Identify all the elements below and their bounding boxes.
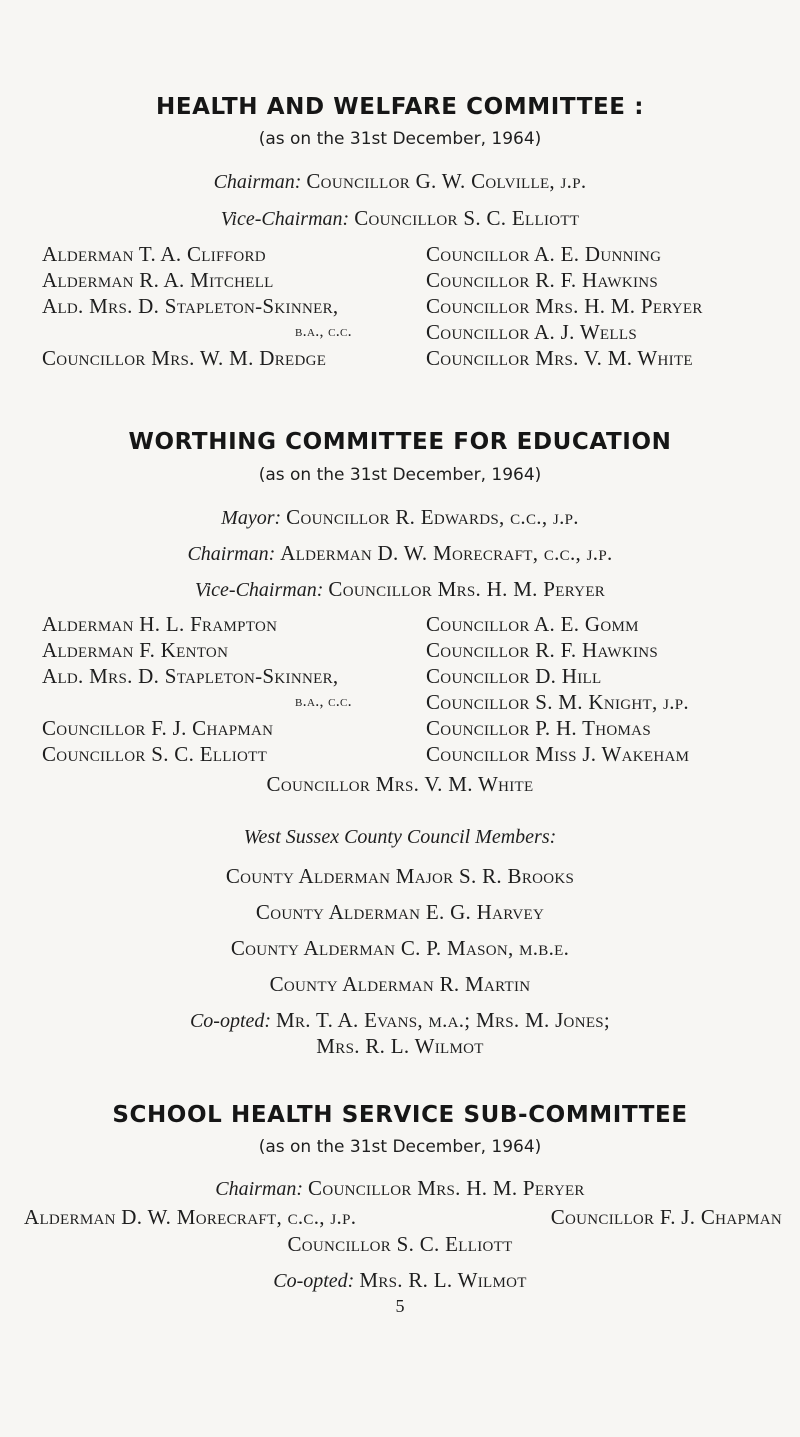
education-vice: Councillor Mrs. H. M. Peryer — [328, 577, 606, 601]
school-left-member: Alderman D. W. Morecraft, c.c., j.p. — [24, 1205, 357, 1229]
wsc-member: County Alderman R. Martin — [269, 972, 531, 996]
member: Councillor S. C. Elliott — [42, 742, 268, 766]
member: Councillor D. Hill — [426, 664, 602, 688]
member: Councillor S. M. Knight, j.p. — [426, 690, 689, 714]
wsc-member: County Alderman E. G. Harvey — [255, 900, 545, 924]
education-chairman-label: Chairman: — [187, 543, 276, 565]
health-date: (as on the 31st December, 1964) — [258, 129, 542, 149]
wsc-member: County Alderman Major S. R. Brooks — [225, 864, 575, 888]
education-mayor-label: Mayor: — [221, 507, 282, 529]
school-coopted-label: Co-opted: — [273, 1270, 355, 1292]
member: Alderman F. Kenton — [42, 638, 229, 662]
wsc-label: West Sussex County Council Members: — [243, 826, 557, 848]
member: Councillor R. F. Hawkins — [426, 638, 659, 662]
member-qualifications: b.a., c.c. — [295, 693, 352, 710]
member: Councillor F. J. Chapman — [42, 716, 274, 740]
member: Councillor A. E. Dunning — [426, 242, 662, 266]
health-vice: Councillor S. C. Elliott — [354, 206, 580, 230]
member: Alderman R. A. Mitchell — [42, 268, 274, 292]
education-left-column — [42, 611, 352, 767]
health-vice-line — [0, 206, 800, 231]
school-date: (as on the 31st December, 1964) — [258, 1137, 542, 1157]
member: Councillor Miss J. Wakeham — [426, 742, 690, 766]
member-qualifications: b.a., c.c. — [295, 323, 352, 340]
health-vice-label: Vice-Chairman: — [220, 208, 350, 230]
school-chairman-line — [0, 1176, 800, 1201]
page-number: 5 — [395, 1296, 405, 1316]
education-date: (as on the 31st December, 1964) — [258, 465, 542, 485]
education-right-column — [426, 611, 689, 767]
school-center-member: Councillor S. C. Elliott — [287, 1232, 513, 1256]
member: Alderman T. A. Clifford — [42, 242, 266, 266]
member: Councillor A. J. Wells — [426, 320, 637, 344]
school-chairman-label: Chairman: — [215, 1178, 304, 1200]
education-vice-label: Vice-Chairman: — [194, 579, 324, 601]
school-coopted-line — [0, 1268, 800, 1293]
education-coopted-2: Mrs. R. L. Wilmot — [316, 1034, 484, 1058]
member: Councillor A. E. Gomm — [426, 612, 639, 636]
health-title: HEALTH AND WELFARE COMMITTEE : — [155, 94, 645, 120]
member: Councillor Mrs. H. M. Peryer — [426, 294, 703, 318]
health-chairman-line — [0, 169, 800, 194]
school-coopted: Mrs. R. L. Wilmot — [359, 1268, 527, 1292]
member: Councillor P. H. Thomas — [426, 716, 651, 740]
education-vice-line — [0, 577, 800, 602]
school-right-member: Councillor F. J. Chapman — [550, 1205, 782, 1229]
health-chairman: Councillor G. W. Colville, j.p. — [306, 169, 587, 193]
health-left-column — [42, 241, 352, 371]
education-last-member: Councillor Mrs. V. M. White — [266, 772, 534, 796]
member: Ald. Mrs. D. Stapleton-Skinner, — [42, 294, 339, 318]
education-coopted-line — [0, 1008, 800, 1033]
school-chairman: Councillor Mrs. H. M. Peryer — [308, 1176, 585, 1200]
health-chairman-label: Chairman: — [213, 171, 302, 193]
health-right-column — [426, 241, 703, 371]
education-mayor: Councillor R. Edwards, c.c., j.p. — [286, 505, 579, 529]
member: Ald. Mrs. D. Stapleton-Skinner, — [42, 664, 339, 688]
member: Councillor Mrs. V. M. White — [426, 346, 693, 370]
member: Councillor R. F. Hawkins — [426, 268, 659, 292]
wsc-member: County Alderman C. P. Mason, m.b.e. — [230, 936, 570, 960]
education-coopted: Mr. T. A. Evans, m.a.; Mrs. M. Jones; — [276, 1008, 611, 1032]
education-title: WORTHING COMMITTEE FOR EDUCATION — [128, 429, 672, 455]
education-coopted-label: Co-opted: — [189, 1010, 272, 1032]
school-title: SCHOOL HEALTH SERVICE SUB-COMMITTEE — [112, 1102, 688, 1128]
member: Councillor Mrs. W. M. Dredge — [42, 346, 327, 370]
member: Alderman H. L. Frampton — [42, 612, 278, 636]
education-mayor-line — [0, 505, 800, 530]
education-chairman: Alderman D. W. Morecraft, c.c., j.p. — [280, 541, 613, 565]
education-chairman-line — [0, 541, 800, 566]
